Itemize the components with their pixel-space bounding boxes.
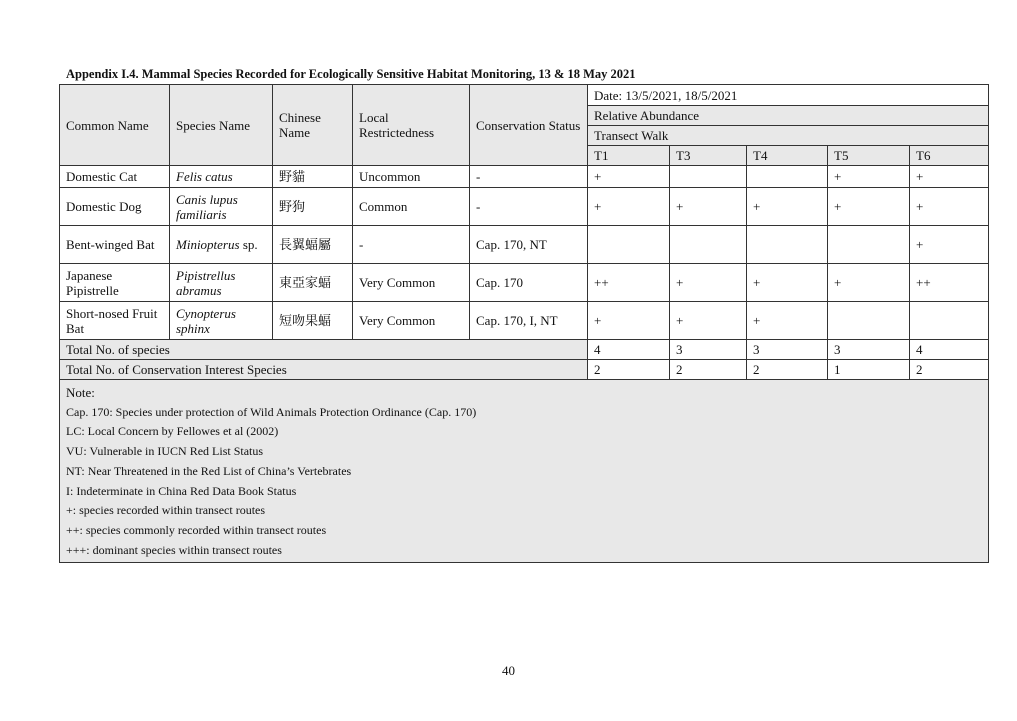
- notes-row: [60, 380, 989, 563]
- conservation-status-cell: Cap. 170: [470, 264, 588, 302]
- local-restrictedness-cell: Common: [353, 188, 470, 226]
- abundance-cell: [828, 226, 910, 264]
- abundance-cell: +: [670, 302, 747, 340]
- total-label: Total No. of Conservation Interest Species: [60, 360, 588, 380]
- table-row: [60, 264, 989, 302]
- note-line: Note:: [66, 385, 95, 400]
- note-line: ++: species commonly recorded within transect routes: [66, 522, 327, 537]
- species-name-cell: [170, 166, 273, 188]
- note-line: NT: Near Threatened in the Red List of China’s Vertebrates: [66, 463, 352, 478]
- note-line: VU: Vulnerable in IUCN Red List Status: [66, 444, 264, 459]
- abundance-cell: +: [747, 264, 828, 302]
- abundance-cell: [747, 166, 828, 188]
- local-restrictedness-cell: Very Common: [353, 302, 470, 340]
- header-transect-t6: T6: [910, 146, 989, 166]
- mammal-species-table: [59, 84, 989, 563]
- total-value: 3: [747, 340, 828, 360]
- chinese-name-cell: 長翼蝠屬: [273, 226, 353, 264]
- header-relative-abundance: Relative Abundance: [588, 106, 989, 126]
- abundance-cell: +: [828, 166, 910, 188]
- note-line: +: species recorded within transect routes: [66, 503, 266, 518]
- species-binomial: Cynopterus sphinx: [176, 305, 236, 336]
- table-row: [60, 226, 989, 264]
- common-name-cell: Bent-winged Bat: [60, 226, 170, 264]
- abundance-cell: ++: [588, 264, 670, 302]
- abundance-cell: [910, 302, 989, 340]
- species-name-cell: [170, 264, 273, 302]
- page-number: 40: [502, 663, 515, 678]
- abundance-cell: +: [670, 264, 747, 302]
- common-name-cell: Short-nosed Fruit Bat: [60, 302, 170, 340]
- abundance-cell: [588, 226, 670, 264]
- local-restrictedness-cell: Very Common: [353, 264, 470, 302]
- abundance-cell: [747, 226, 828, 264]
- species-binomial: Felis catus: [176, 169, 233, 184]
- abundance-cell: ++: [910, 264, 989, 302]
- note-line: Cap. 170: Species under protection of Wild Animals Protection Ordinance (Cap. 170): [66, 404, 477, 419]
- table-row: [60, 302, 989, 340]
- note-line: I: Indeterminate in China Red Data Book Status: [66, 483, 297, 498]
- header-local-restrictedness: Local Restrictedness: [353, 85, 470, 166]
- total-species-row: [60, 340, 989, 360]
- note-line: +++: dominant species within transect routes: [66, 542, 282, 557]
- abundance-cell: +: [910, 166, 989, 188]
- species-binomial: Canis lupus familiaris: [176, 191, 238, 222]
- local-restrictedness-cell: -: [353, 226, 470, 264]
- abundance-cell: [828, 302, 910, 340]
- notes-cell: [60, 380, 989, 563]
- header-common-name: Common Name: [60, 85, 170, 166]
- abundance-cell: [670, 166, 747, 188]
- chinese-name-cell: 野貓: [273, 166, 353, 188]
- header-conservation-status: Conservation Status: [470, 85, 588, 166]
- conservation-status-cell: -: [470, 188, 588, 226]
- header-transect-t4: T4: [747, 146, 828, 166]
- total-value: 3: [828, 340, 910, 360]
- total-label: Total No. of species: [60, 340, 588, 360]
- total-value: 2: [588, 360, 670, 380]
- abundance-cell: +: [588, 302, 670, 340]
- species-name-cell: [170, 188, 273, 226]
- abundance-cell: +: [910, 226, 989, 264]
- total-value: 3: [670, 340, 747, 360]
- total-value: 2: [910, 360, 989, 380]
- species-name-cell: [170, 226, 273, 264]
- total-value: 1: [828, 360, 910, 380]
- species-binomial: Pipistrellus abramus: [176, 267, 236, 298]
- chinese-name-cell: 短吻果蝠: [273, 302, 353, 340]
- abundance-cell: +: [670, 188, 747, 226]
- species-name-cell: [170, 302, 273, 340]
- table-caption: Appendix I.4. Mammal Species Recorded for Ecologically Sensitive Habitat Monitoring, 13 & 18 May 2021: [66, 67, 636, 81]
- abundance-cell: +: [588, 188, 670, 226]
- species-suffix: sp.: [239, 237, 258, 252]
- conservation-status-cell: -: [470, 166, 588, 188]
- chinese-name-cell: 野狗: [273, 188, 353, 226]
- header-date: Date: 13/5/2021, 18/5/2021: [588, 85, 989, 106]
- total-value: 4: [588, 340, 670, 360]
- total-conservation-interest-row: [60, 360, 989, 380]
- common-name-cell: Japanese Pipistrelle: [60, 264, 170, 302]
- conservation-status-cell: Cap. 170, I, NT: [470, 302, 588, 340]
- abundance-cell: +: [747, 188, 828, 226]
- header-transect-t5: T5: [828, 146, 910, 166]
- header-transect-t3: T3: [670, 146, 747, 166]
- total-value: 4: [910, 340, 989, 360]
- abundance-cell: [670, 226, 747, 264]
- chinese-name-cell: 東亞家蝠: [273, 264, 353, 302]
- header-transect-t1: T1: [588, 146, 670, 166]
- abundance-cell: +: [588, 166, 670, 188]
- local-restrictedness-cell: Uncommon: [353, 166, 470, 188]
- table-row: [60, 166, 989, 188]
- common-name-cell: Domestic Cat: [60, 166, 170, 188]
- header-transect-walk: Transect Walk: [588, 126, 989, 146]
- abundance-cell: +: [747, 302, 828, 340]
- header-species-name: Species Name: [170, 85, 273, 166]
- note-line: LC: Local Concern by Fellowes et al (2002): [66, 424, 279, 439]
- abundance-cell: +: [910, 188, 989, 226]
- table-row: [60, 188, 989, 226]
- abundance-cell: +: [828, 264, 910, 302]
- conservation-status-cell: Cap. 170, NT: [470, 226, 588, 264]
- abundance-cell: +: [828, 188, 910, 226]
- header-chinese-name: Chinese Name: [273, 85, 353, 166]
- total-value: 2: [670, 360, 747, 380]
- total-value: 2: [747, 360, 828, 380]
- species-binomial: Miniopterus: [176, 237, 240, 252]
- common-name-cell: Domestic Dog: [60, 188, 170, 226]
